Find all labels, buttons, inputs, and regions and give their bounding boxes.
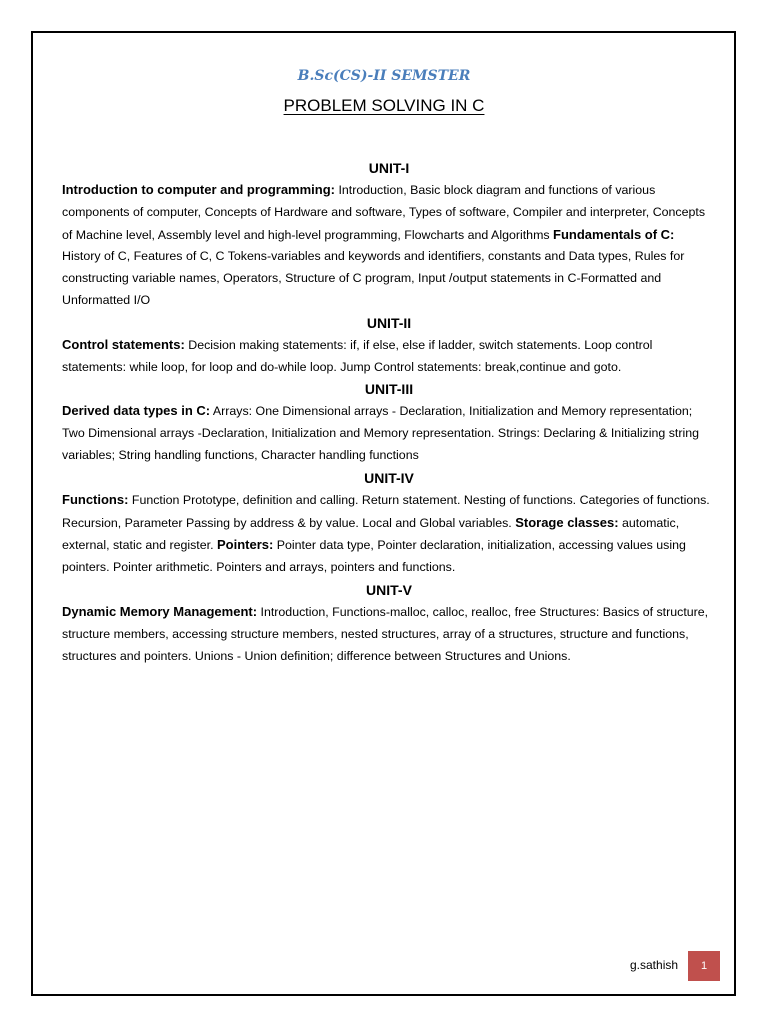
- unit-section: [62, 579, 716, 667]
- unit-section: [62, 312, 716, 379]
- topic-text: Introduction, Functions-malloc, calloc, realloc, free Structures: Basics of structure, structure members, accessing structure members, nested structures, array of a structures, structure and functions, structures and pointers. Unions - Union definition; difference between Structures and Unions.: [62, 604, 709, 663]
- topic-text: automatic, external, static and register.: [62, 515, 680, 553]
- unit-heading: UNIT-IV: [364, 469, 414, 486]
- topic-label: Fundamentals of C:: [553, 226, 675, 242]
- topic-label: Functions:: [62, 491, 129, 507]
- topic-label: Dynamic Memory Management:: [62, 603, 258, 619]
- unit-body: [62, 179, 716, 312]
- page-number-badge: 1: [688, 951, 720, 981]
- topic-text: History of C, Features of C, C Tokens-variables and keywords and identifiers, constants and Data types, Rules for constructing variable names, Operators, Structure of C program, Input /output statements in C-Formatted and Unformatted I/O: [62, 249, 685, 307]
- topic-text: Function Prototype, definition and calling. Return statement. Nesting of functions. Categories of functions. Recursion, Parameter Passing by address & by value. Local and Global variables.: [62, 492, 710, 530]
- syllabus-content: [62, 157, 716, 667]
- unit-heading: UNIT-V: [366, 581, 412, 598]
- unit-heading: UNIT-II: [366, 314, 412, 331]
- unit-heading: UNIT-I: [368, 160, 410, 176]
- unit-section: [62, 378, 716, 466]
- unit-body: [62, 400, 716, 466]
- topic-label: Control statements:: [62, 336, 185, 352]
- topic-text: Introduction, Basic block diagram and functions of various components of computer, Concepts of Hardware and software, Types of software, Compiler and interpreter, Concepts of Machine level, Assembly level and high-level programming, Flowcharts and Algorithms: [62, 183, 706, 242]
- topic-text: Decision making statements: if, if else, else if ladder, switch statements. Loop control statements: while loop, for loop and do-while loop. Jump Control statements: break,continue and goto.: [62, 337, 653, 374]
- unit-section: [62, 157, 716, 312]
- page-title: PROBLEM SOLVING IN C: [283, 96, 485, 115]
- topic-label: Introduction to computer and programming:: [62, 182, 335, 197]
- topic-label: Storage classes:: [515, 514, 619, 530]
- semester-label: B.Sc(CS)-II SEMSTER: [297, 68, 471, 84]
- footer-author: g.sathish: [630, 958, 679, 972]
- topic-label: Derived data types in C:: [62, 403, 211, 419]
- topic-text: Pointer data type, Pointer declaration, initialization, accessing values using pointers. Pointer arithmetic. Pointers and arrays, pointers and functions.: [62, 538, 686, 575]
- unit-body: [62, 489, 716, 579]
- topic-text: Arrays: One Dimensional arrays - Declaration, Initialization and Memory representation; Two Dimensional arrays -Declaration, Initialization and Memory representation. Strings: Declaring & Initializing string variables; String handling functions, Character handling functions: [62, 404, 700, 462]
- unit-heading: UNIT-III: [364, 381, 414, 398]
- unit-body: [62, 334, 716, 379]
- unit-body: [62, 601, 716, 667]
- topic-label: Pointers:: [216, 537, 274, 553]
- unit-section: [62, 467, 716, 579]
